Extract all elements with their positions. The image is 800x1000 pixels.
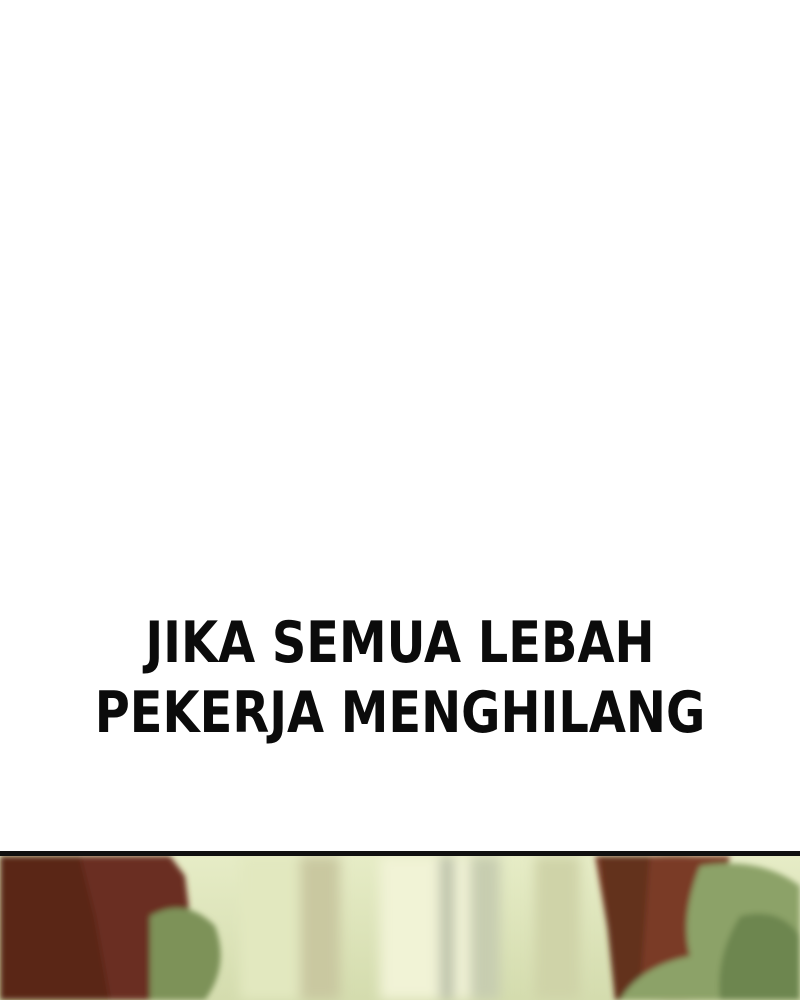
distant-trunk <box>300 856 340 1000</box>
light-patch <box>240 856 310 1000</box>
left-foliage <box>150 908 221 1000</box>
caption-line-2: PEKERJA MENGHILANG <box>94 680 706 746</box>
caption-line-1: JIKA SEMUA LEBAH <box>145 610 655 676</box>
distant-trunk <box>470 856 500 1000</box>
forest-panel <box>0 851 800 1000</box>
distant-trunk <box>440 856 454 1000</box>
light-patch <box>380 856 470 1000</box>
caption-box <box>64 608 736 748</box>
distant-trunk <box>535 856 580 1000</box>
forest-illustration <box>0 856 800 1000</box>
